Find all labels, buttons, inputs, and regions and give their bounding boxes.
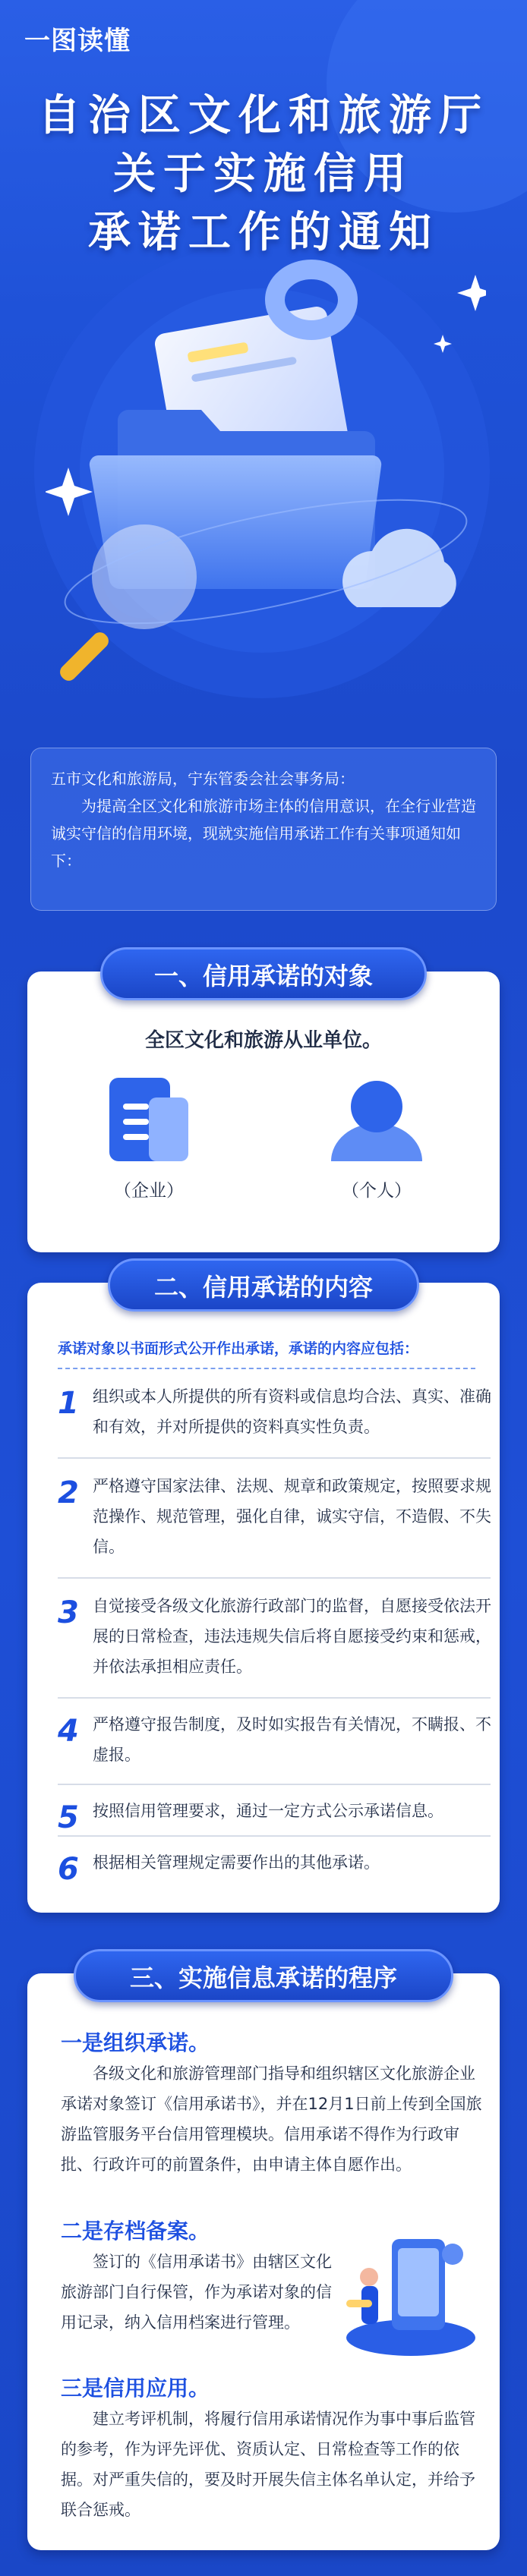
divider [58, 1697, 491, 1699]
item-number: 1 [58, 1386, 79, 1421]
section-1-subtitle: 全区文化和旅游从业单位。 [144, 1029, 382, 1052]
step-2-heading: 二是存档备案。 [61, 2219, 210, 2244]
divider [58, 1368, 475, 1369]
section-2-card [27, 1283, 500, 1913]
phone-person-illustration [339, 2224, 483, 2360]
step-1-text: 各级文化和旅游管理部门指导和组织辖区文化旅游企业承诺对象签订《信用承诺书》，并在12月1日前上传到全国旅游监管服务平台信用管理模块。信用承诺不得作为行政审批、行政许可的前置条件，由申请主体自愿作出。 [61, 2064, 482, 2174]
section-3-card [27, 1973, 500, 2550]
section-1-card [27, 972, 500, 1252]
divider [58, 1577, 491, 1579]
step-3-heading: 三是信用应用。 [61, 2376, 210, 2401]
divider [58, 1784, 491, 1785]
divider [58, 1457, 491, 1459]
intro-addressee: 五市文化和旅游局，宁东管委会社会事务局： [51, 770, 355, 788]
step-1-heading: 一是组织承诺。 [61, 2030, 210, 2055]
section-2-lead: 承诺对象以书面形式公开作出承诺，承诺的内容应包括： [58, 1340, 419, 1357]
item-number: 4 [58, 1714, 79, 1749]
section-2-title: 二、信用承诺的内容 [108, 1258, 419, 1312]
item-text: 组织或本人所提供的所有资料或信息均合法、真实、准确和有效，并对所提供的资料真实性负责。 [93, 1387, 491, 1436]
folder-magnifier-illustration [46, 228, 486, 683]
item-text: 根据相关管理规定需要作出的其他承诺。 [93, 1853, 380, 1872]
magnifier-icon [97, 530, 191, 624]
page-title-line-2: 关于实施信用 [113, 150, 414, 199]
enterprise-label: （企业） [114, 1181, 184, 1201]
page-title-line-1: 自治区文化和旅游厅 [38, 91, 489, 140]
item-text: 自觉接受各级文化旅游行政部门的监督，自愿接受依法开展的日常检查，违法违规失信后将自愿接受约束和惩戒，并依法承担相应责任。 [93, 1597, 491, 1676]
item-text: 按照信用管理要求，通过一定方式公示承诺信息。 [93, 1802, 443, 1820]
item-number: 5 [58, 1800, 79, 1835]
intro-body: 为提高全区文化和旅游市场主体的信用意识，在全行业营造诚实守信的信用环境，现就实施信用承诺工作有关事项通知如下： [51, 797, 476, 870]
divider [58, 1835, 491, 1837]
intro-box [30, 748, 497, 911]
item-number: 6 [58, 1852, 79, 1887]
header-tag: 一图读懂 [24, 26, 131, 56]
building-icon [96, 1070, 202, 1169]
sparkle-icon [457, 275, 486, 311]
page-title-line-3: 承诺工作的通知 [88, 208, 439, 257]
section-3-title: 三、实施信息承诺的程序 [74, 1949, 453, 2002]
item-text: 严格遵守国家法律、法规、规章和政策规定，按照要求规范操作、规范管理，强化自律，诚实守信，不造假、不失信。 [93, 1477, 491, 1556]
step-2-text: 签订的《信用承诺书》由辖区文化旅游部门自行保管，作为承诺对象的信用记录，纳入信用档案进行管理。 [61, 2253, 332, 2332]
item-number: 2 [58, 1475, 79, 1510]
section-1-title: 一、信用承诺的对象 [100, 947, 427, 1000]
item-number: 3 [58, 1595, 79, 1630]
person-icon [323, 1070, 430, 1169]
step-3-text: 建立考评机制，将履行信用承诺情况作为事中事后监管的参考，作为评先评优、资质认定、日常检查等工作的依据。对严重失信的，要及时开展失信主体名单认定，并给予联合惩戒。 [61, 2410, 475, 2519]
individual-label: （个人） [342, 1181, 412, 1201]
item-text: 严格遵守报告制度，及时如实报告有关情况，不瞒报、不虚报。 [93, 1715, 491, 1764]
sparkle-icon [46, 468, 93, 516]
